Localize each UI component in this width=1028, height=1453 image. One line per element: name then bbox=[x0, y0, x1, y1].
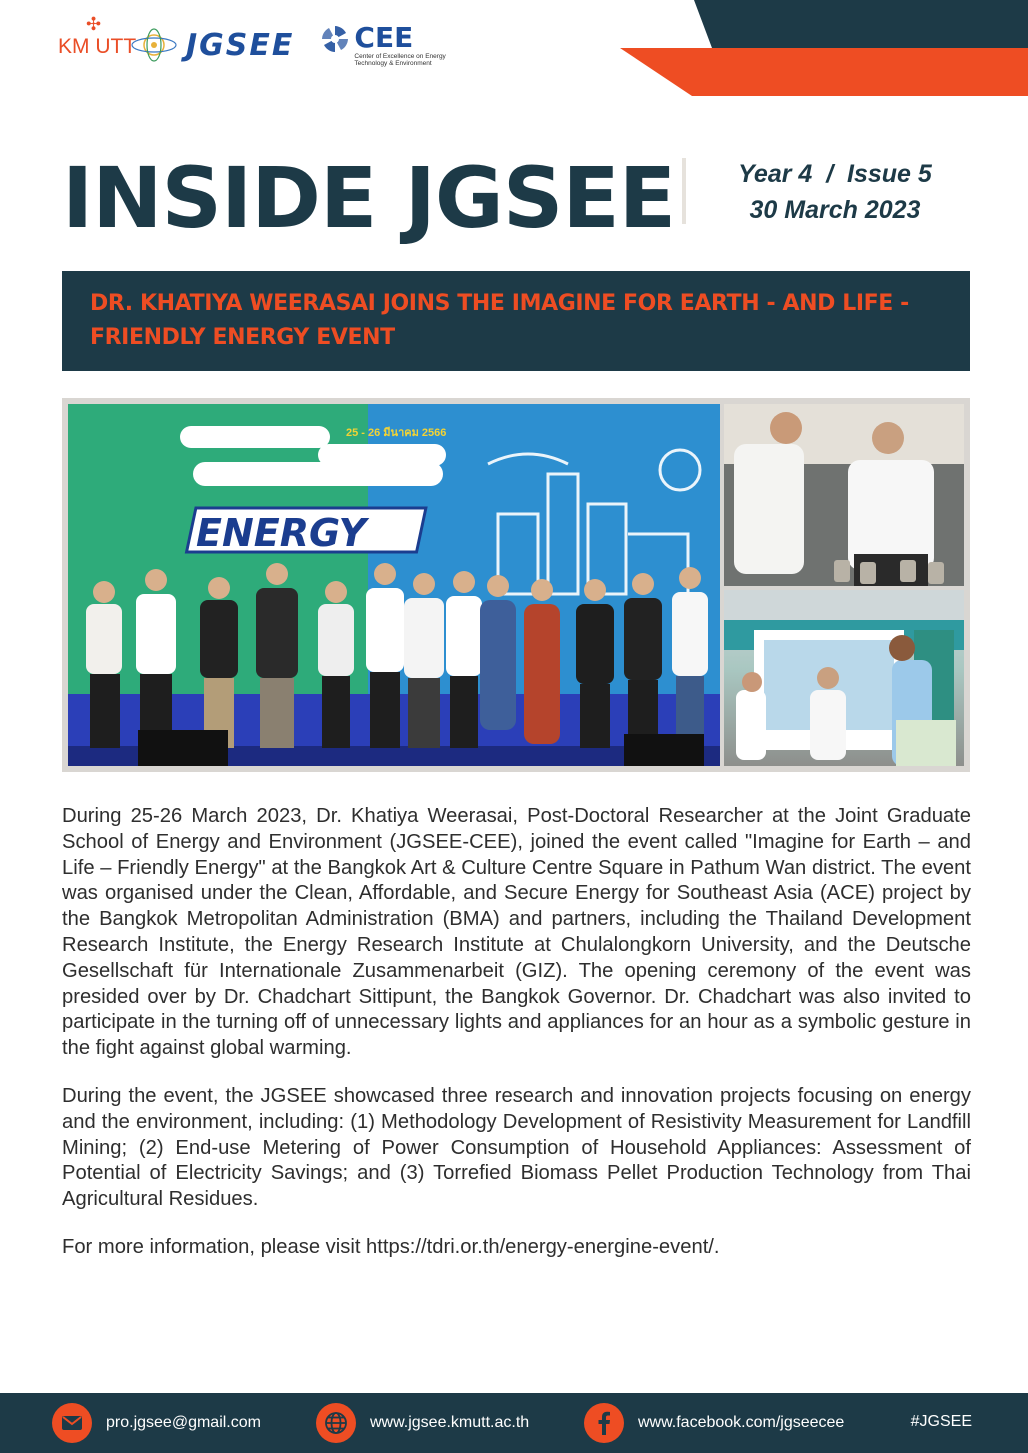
energy-banner-word: ENERGY bbox=[196, 511, 367, 555]
footer-website[interactable] bbox=[316, 1403, 529, 1443]
logo-row bbox=[58, 10, 454, 80]
footer-facebook[interactable] bbox=[584, 1403, 844, 1443]
footer-bar bbox=[0, 1393, 1028, 1453]
photo-collage bbox=[62, 398, 970, 772]
kmutt-wordmark bbox=[58, 13, 137, 77]
cee-wordmark: CEE bbox=[354, 20, 414, 54]
jgsee-wordmark: JGSEE bbox=[186, 27, 295, 63]
article-paragraph: During 25-26 March 2023, Dr. Khatiya Weerasai, Post-Doctoral Researcher at the Joint Graduate School of Energy and Environment (JGSEE-CEE), joined the event called "Imagine for Earth – and Life – Friendly Energy" at the Bangkok Art & Culture Centre Square in Pathum Wan district. The event was organised under the Clean, Affordable, and Secure Energy for Southeast Asia (ACE) project by the Bangkok Metropolitan Administration (BMA) and partners, including the Thailand Development Research Institute, the Energy Research Institute at Chulalongkorn University, and the Deutsche Gesellschaft für Internationale Zusammenarbeit (GIZ). The opening ceremony of the event was presided over by Dr. Chadchart Sittipunt, the Bangkok Governor. Dr. Chadchart was also invited to participate in the turning off of unnecessary lights and appliances for an hour as a symbolic gesture in the fight against global warming. bbox=[62, 805, 971, 1060]
svg-text:KM UTT: KM UTT bbox=[58, 35, 137, 58]
kmutt-star-icon: ✣ bbox=[86, 14, 102, 34]
globe-icon bbox=[316, 1403, 356, 1443]
article-paragraph: During the event, the JGSEE showcased three research and innovation projects focusing on energy and the environment, including: (1) Methodology Development of Resistivity Measurement for Landfill Mining; (2) End-use Metering of Power Consumption of Household Appliances: Assessment of Potential of Electricity Savings; and (3) Torrefied Biomass Pellet Production Technology from Thai Agricultural Residues. bbox=[62, 1084, 971, 1211]
email-icon bbox=[52, 1403, 92, 1443]
footer-email-text[interactable]: pro.jgsee@gmail.com bbox=[106, 1414, 261, 1431]
headline-text: DR. KHATIYA WEERASAI JOINS THE IMAGINE FOR EARTH - AND LIFE - FRIENDLY ENERGY EVENT bbox=[90, 291, 909, 350]
masthead-title: INSIDE JGSEE bbox=[62, 149, 676, 247]
header-orange-bar bbox=[620, 48, 1028, 96]
exhibit-scene-top bbox=[724, 404, 964, 586]
facebook-icon bbox=[584, 1403, 624, 1443]
issue-info bbox=[720, 156, 950, 228]
exhibit-scene-bottom bbox=[724, 590, 964, 766]
exhibit-photo-top bbox=[724, 404, 964, 586]
event-dates-label: 25 - 26 มีนาคม 2566 bbox=[346, 427, 447, 439]
issue-number: Year 4 / Issue 5 bbox=[738, 160, 932, 188]
issue-date: 30 March 2023 bbox=[749, 196, 921, 224]
jgsee-logo bbox=[126, 25, 294, 65]
headline-banner bbox=[62, 271, 970, 371]
event-stage-photo bbox=[68, 404, 720, 766]
footer-website-text[interactable]: www.jgsee.kmutt.ac.th bbox=[370, 1414, 530, 1431]
cee-swirl-icon bbox=[320, 24, 350, 54]
footer-facebook-text[interactable]: www.facebook.com/jgseecee bbox=[638, 1414, 845, 1431]
stage-scene bbox=[68, 404, 720, 766]
more-info-text: For more information, please visit https://tdri.or.th/energy-energine-event/. bbox=[62, 1235, 720, 1258]
footer-hashtag: #JGSEE bbox=[910, 1413, 972, 1430]
exhibit-photo-bottom bbox=[724, 590, 964, 766]
cee-logo bbox=[320, 20, 454, 67]
header-dark-bar bbox=[694, 0, 1028, 48]
footer-email[interactable] bbox=[52, 1403, 261, 1443]
kmutt-logo bbox=[58, 13, 137, 77]
cee-subtitle: Center of Excellence on Energy Technology & Environment bbox=[354, 52, 446, 67]
article-body bbox=[62, 804, 971, 1283]
masthead-divider bbox=[682, 158, 686, 224]
